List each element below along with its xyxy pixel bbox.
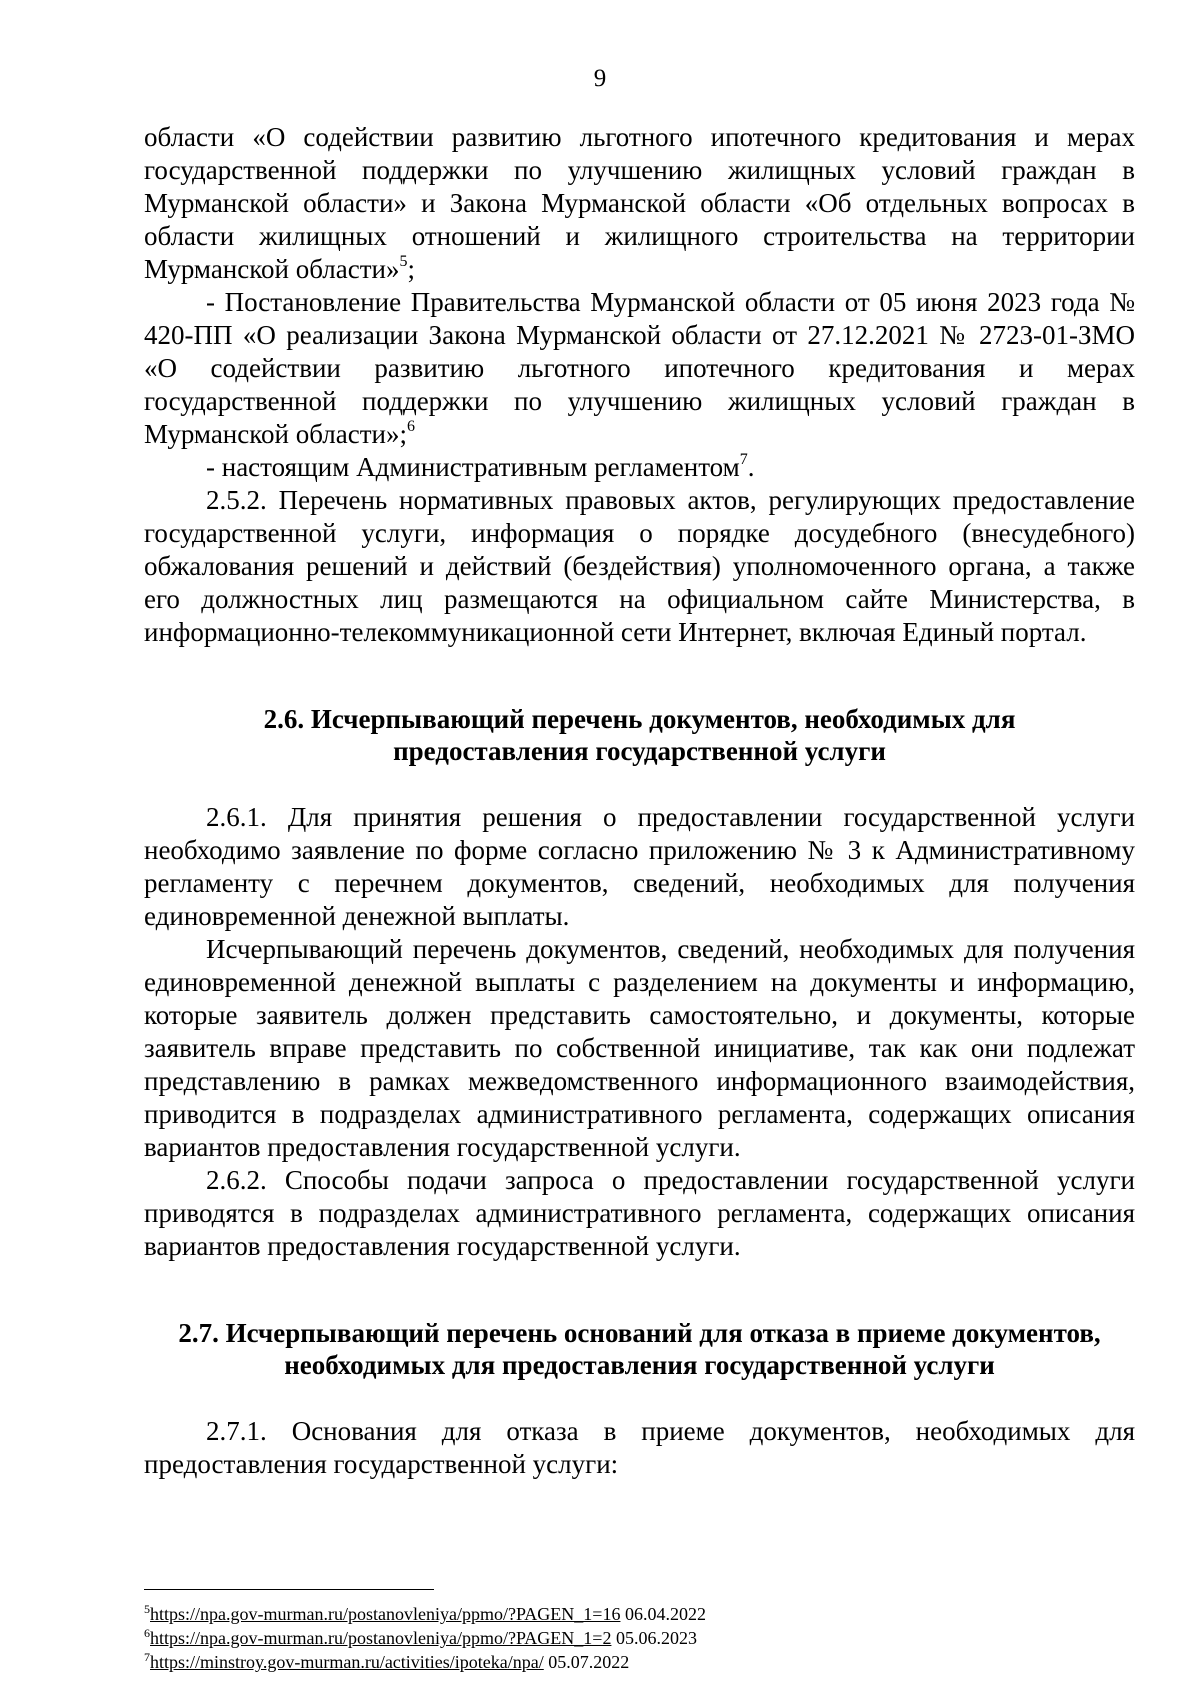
footnote-date: 05.06.2023 <box>615 1628 697 1648</box>
paragraph-2-5-2: 2.5.2. Перечень нормативных правовых актов, регулирующих предоставление государственной услуги, информация о порядке досудебного (внесудебного) обжалования решений и действий (бездействия) уполномоченного органа, а также его должностных лиц размещаются на официальном сайте Министерства, в информационно-телекоммуникационной сети Интернет, включая Единый портал. <box>144 485 1135 647</box>
footnote-number: 7 <box>144 1650 150 1664</box>
paragraph-2-7-1: 2.7.1. Основания для отказа в приеме документов, необходимых для предоставления государственной услуги: <box>144 1416 1135 1479</box>
footnotes <box>144 1602 1135 1674</box>
paragraph-text: области «О содействии развитию льготного ипотечного кредитования и мерах государственной поддержки по улучшению жилищных условий граждан в Мурманской области» и Закона Мурманской области «Об отдельных вопросах в области жилищных отношений и жилищного строительства на территории Мурманской области» <box>144 122 1135 284</box>
footnote-ref-6[interactable]: 6 <box>406 418 415 435</box>
heading-line: 2.7. Исчерпывающий перечень оснований для отказа в приеме документов, <box>178 1318 1101 1348</box>
footnote-ref-5[interactable]: 5 <box>399 253 408 270</box>
footnote-6 <box>144 1626 1135 1650</box>
footnote-link[interactable]: https://npa.gov-murman.ru/postanovleniya/ppmo/?PAGEN_1=16 <box>150 1604 621 1624</box>
paragraph-regulation <box>144 451 1135 484</box>
footnote-number: 5 <box>144 1602 150 1616</box>
paragraph-continuation <box>144 121 1135 286</box>
page-number: 9 <box>593 65 607 92</box>
footnote-number: 6 <box>144 1626 150 1640</box>
section-heading-2-7 <box>144 1317 1135 1381</box>
footnote-date: 06.04.2022 <box>624 1604 706 1624</box>
paragraph-tail: . <box>747 452 755 482</box>
footnote-5 <box>144 1602 1135 1626</box>
paragraph-exhaustive-list: Исчерпывающий перечень документов, сведений, необходимых для получения единовременной денежной выплаты с разделением на документы и информацию, которые заявитель должен представить самостоятельно, и документы, которые заявитель вправе представить по собственной инициативе, так как они подлежат представлению в рамках межведомственного информационного взаимодействия, приводится в подразделах административного регламента, содержащих описания вариантов предоставления государственной услуги. <box>144 934 1135 1162</box>
footnote-date: 05.07.2022 <box>548 1652 630 1672</box>
heading-line: предоставления государственной услуги <box>393 736 886 766</box>
footnote-7 <box>144 1650 1135 1674</box>
section-heading-2-6 <box>144 703 1135 767</box>
footnote-separator <box>144 1589 434 1590</box>
paragraph-decree <box>144 286 1135 451</box>
paragraph-text: - Постановление Правительства Мурманской области от 05 июня 2023 года № 420-ПП «О реализации Закона Мурманской области от 27.12.2021 № 2723-01-ЗМО «О содействии развитию льготного ипотечного кредитования и мерах государственной поддержки по улучшению жилищных условий граждан в Мурманской области»; <box>144 287 1135 449</box>
footnote-ref-7[interactable]: 7 <box>739 451 748 468</box>
paragraph-text: - настоящим Административным регламентом <box>206 452 740 482</box>
document-body <box>144 121 1135 1481</box>
heading-line: 2.6. Исчерпывающий перечень документов, необходимых для <box>263 704 1016 734</box>
footnote-link[interactable]: https://npa.gov-murman.ru/postanovleniya/ppmo/?PAGEN_1=2 <box>150 1628 612 1648</box>
heading-line: необходимых для предоставления государственной услуги <box>284 1350 995 1380</box>
paragraph-tail: ; <box>407 254 415 284</box>
footnote-link[interactable]: https://minstroy.gov-murman.ru/activities/ipoteka/npa/ <box>150 1652 544 1672</box>
paragraph-2-6-1: 2.6.1. Для принятия решения о предоставлении государственной услуги необходимо заявление по форме согласно приложению № 3 к Административному регламенту с перечнем документов, сведений, необходимых для получения единовременной денежной выплаты. <box>144 802 1135 931</box>
paragraph-2-6-2: 2.6.2. Способы подачи запроса о предоставлении государственной услуги приводятся в подразделах административного регламента, содержащих описания вариантов предоставления государственной услуги. <box>144 1165 1135 1261</box>
